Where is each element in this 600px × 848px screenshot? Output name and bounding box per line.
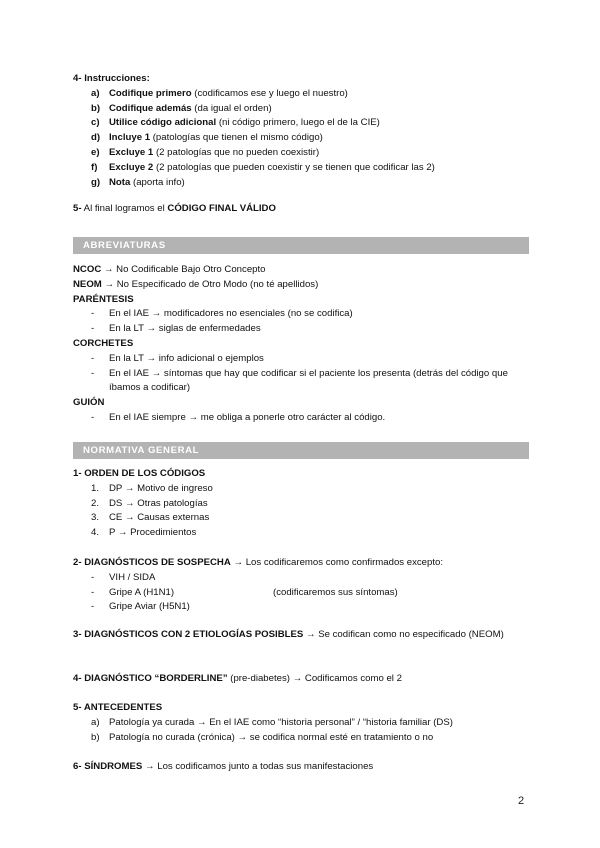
neom-line: NEOM → No Especificado de Otro Modo (no té apellidos) [73, 278, 319, 290]
list-item: - En la LT → info adicional o ejemplos [91, 352, 264, 364]
guion-heading: GUIÓN [73, 397, 105, 409]
suspected-diagnoses-section [73, 556, 533, 615]
history-section [73, 701, 533, 745]
code-order-title: 1- ORDEN DE LOS CÓDIGOS [73, 468, 206, 479]
final-code-line: 5- Al final logramos el CÓDIGO FINAL VÁLIDO [73, 203, 276, 214]
instruction-item: e) Excluye 1 (2 patologías que no pueden coexistir) [91, 146, 320, 158]
list-item: - Gripe A (H1N1) (codificaremos sus síntomas) [73, 586, 533, 601]
abbreviations-section [73, 263, 533, 426]
history-title: 5- ANTECEDENTES [73, 702, 163, 713]
ncoc-line: NCOC → No Codificable Bajo Otro Concepto [73, 264, 266, 275]
list-item: a) Patología ya curada → En el IAE como “historia personal” / “historia familiar (DS) [91, 716, 453, 728]
symptoms-note: (codificaremos sus síntomas) [273, 586, 398, 598]
parentesis-heading: PARÉNTESIS [73, 293, 134, 305]
list-item: 3. CE → Causas externas [91, 512, 210, 524]
list-item: 2. DS → Otras patologías [91, 497, 208, 509]
list-item: - Gripe Aviar (H5N1) [91, 601, 190, 613]
list-item: - VIH / SIDA [91, 571, 156, 583]
corchetes-heading: CORCHETES [73, 337, 134, 349]
suspected-diagnoses-title: 2- DIAGNÓSTICOS DE SOSPECHA → Los codificaremos como confirmados excepto: [73, 557, 444, 568]
instructions-title: 4- Instrucciones: [73, 73, 150, 84]
instructions-section [73, 72, 533, 190]
instruction-item: g) Nota (aporta info) [91, 176, 185, 188]
page-number: 2 [518, 795, 525, 807]
instruction-item: c) Utilice código adicional (ni código primero, luego el de la CIE) [91, 117, 380, 129]
instruction-item: b) Codifique además (da igual el orden) [91, 102, 272, 114]
general-rules-banner: NORMATIVA GENERAL [73, 442, 529, 459]
instruction-item: a) Codifique primero (codificamos ese y luego el nuestro) [91, 87, 348, 99]
list-item: 4. P → Procedimientos [91, 527, 197, 539]
borderline-section: 4- DIAGNÓSTICO “BORDERLINE” (pre-diabetes) → Codificamos como el 2 [73, 673, 402, 684]
list-item: - En el IAE → síntomas que hay que codificar si el paciente los presenta (detrás del código que íbamos a codificar) [91, 367, 508, 394]
list-item: - En el IAE siempre → me obliga a ponerle otro carácter al código. [91, 411, 386, 423]
instruction-item: d) Incluye 1 (patologías que tienen el mismo código) [91, 132, 323, 144]
instruction-item: f) Excluye 2 (2 patologías que pueden coexistir y se tienen que codificar las 2) [91, 161, 435, 173]
list-item: - En el IAE → modificadores no esenciales (no se codifica) [91, 308, 353, 320]
list-item: - En la LT → siglas de enfermedades [91, 323, 261, 335]
syndromes-section: 6- SÍNDROMES → Los codificamos junto a todas sus manifestaciones [73, 761, 374, 772]
two-etiologies-section: 3- DIAGNÓSTICOS CON 2 ETIOLOGÍAS POSIBLES → Se codifican como no especificado (NEOM) [73, 629, 504, 640]
abbreviations-banner: ABREVIATURAS [73, 237, 529, 254]
list-item: 1. DP → Motivo de ingreso [91, 482, 213, 494]
code-order-section [73, 467, 533, 541]
list-item: b) Patología no curada (crónica) → se codifica normal esté en tratamiento o no [91, 731, 434, 743]
